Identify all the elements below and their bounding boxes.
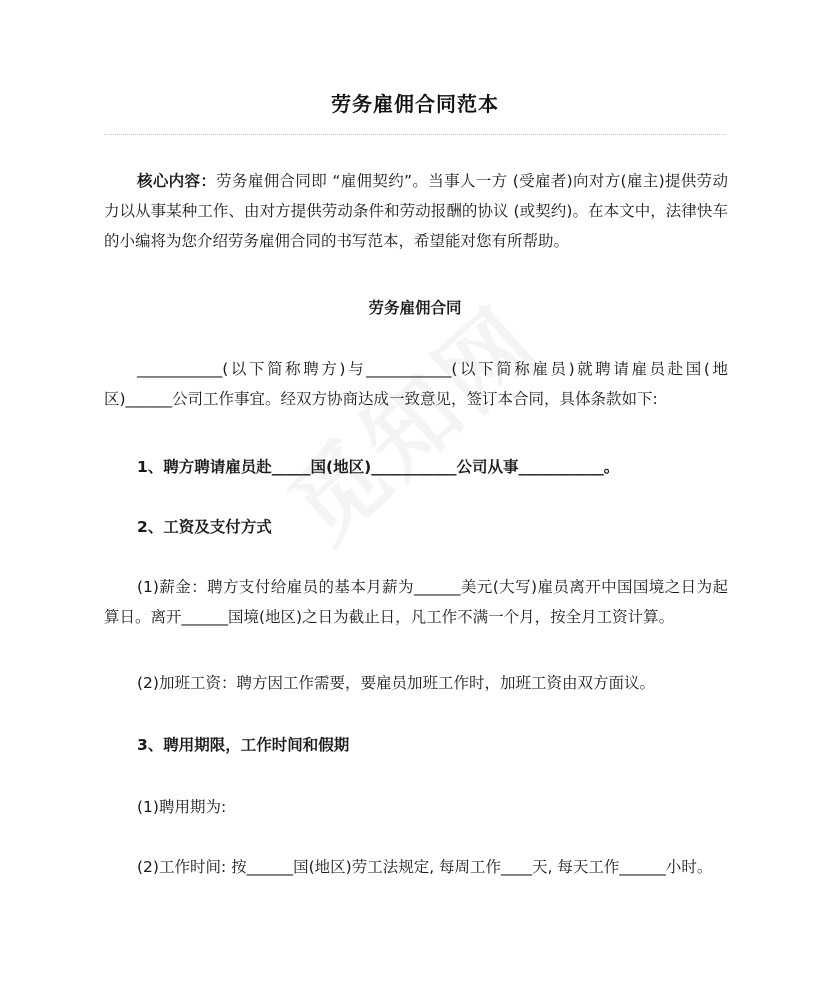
- clause-2-heading: 2、工资及支付方式: [137, 518, 272, 536]
- intro-text: 劳务雇佣合同即 “雇佣契约”。当事人一方 (受雇者)向对方(雇主)提供劳动力以从事某种工作、由对方提供劳动条件和劳动报酬的协议 (或契约)。在本文中，法律快车的小编将为您介绍劳务雇佣合同的书写范本，希望能对您有所帮助。: [104, 172, 728, 250]
- term-paragraph: (1)聘用期为:: [137, 798, 227, 816]
- parties-paragraph: ___________(以下简称聘方)与___________(以下简称雇员)就聘请雇员赴国(地区)______公司工作事宜。经双方协商达成一致意见，签订本合同，具体条款如下:: [104, 360, 728, 408]
- clause-1-heading: 1、聘方聘请雇员赴_____国(地区)___________公司从事___________。: [137, 458, 620, 476]
- hours-paragraph: (2)工作时间: 按______国(地区)劳工法规定, 每周工作____天, 每天工作______小时。: [137, 858, 713, 876]
- intro-paragraph: [104, 166, 728, 256]
- intro-label: 核心内容：: [137, 172, 217, 190]
- title-divider: [104, 134, 726, 135]
- page-title: 劳务雇佣合同范本: [331, 92, 499, 116]
- clause-3-heading: 3、聘用期限，工作时间和假期: [137, 736, 350, 754]
- salary-paragraph: (1)薪金：聘方支付给雇员的基本月薪为______美元(大写)雇员离开中国国境之日为起算日。离开______国境(地区)之日为截止日，凡工作不满一个月，按全月工资计算。: [104, 578, 728, 626]
- overtime-paragraph: (2)加班工资：聘方因工作需要，要雇员加班工作时，加班工资由双方面议。: [137, 674, 655, 692]
- contract-subtitle: 劳务雇佣合同: [368, 299, 462, 317]
